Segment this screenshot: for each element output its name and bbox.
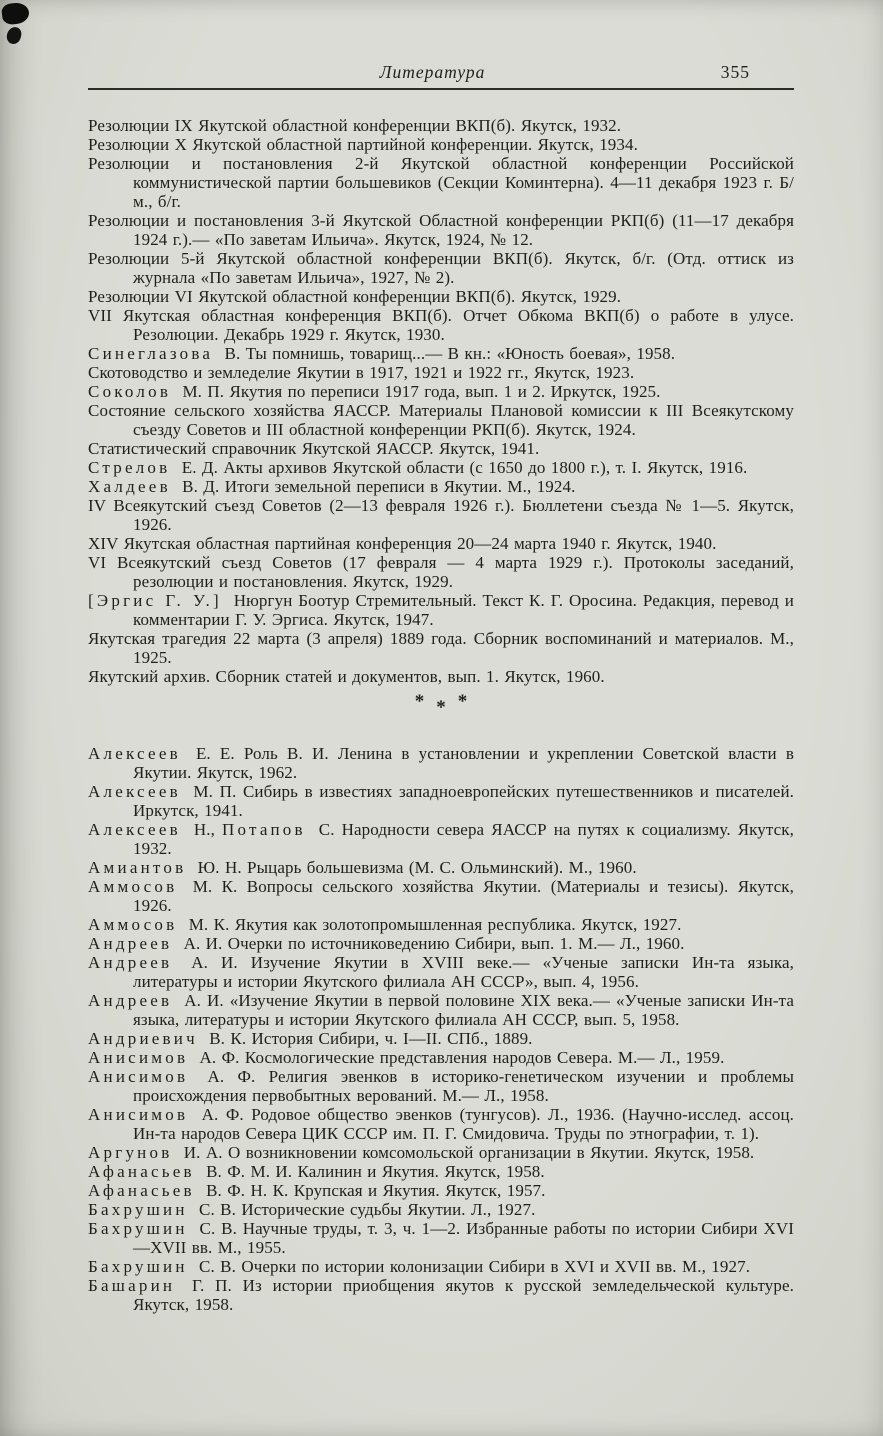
bib-entry: Бахрушин С. В. Научные труды, т. 3, ч. 1—2. Избранные работы по истории Сибири XVI—XVII вв. М., 1955. xyxy=(88,1219,794,1257)
bib-entry: Статистический справочник Якутской ЯАССР. Якутск, 1941. xyxy=(88,439,540,458)
bib-entry: IV Всеякутский съезд Советов (2—13 февраля 1926 г.). Бюллетени съезда № 1—5. Якутск, 1926. xyxy=(88,496,794,534)
author-name: Башарин xyxy=(88,1276,176,1295)
bib-entry: Халдеев В. Д. Итоги земельной переписи в Якутии. М., 1924. xyxy=(88,477,576,496)
bib-entry: Андреев А. И. Изучение Якутии в XVIII веке.— «Ученые записки Ин-та языка, литературы и истории Якутского филиала АН СССР», вып. 4, 1956. xyxy=(88,953,794,991)
bib-entry: Аргунов И. А. О возникновении комсомольской организации в Якутии. Якутск, 1958. xyxy=(88,1143,755,1162)
author-name: Бахрушин xyxy=(88,1257,188,1276)
author-name: Соколов xyxy=(88,382,172,401)
bib-entry: Алексеев Е. Е. Роль В. И. Ленина в установлении и укреплении Советской власти в Якутии. Якутск, 1962. xyxy=(88,744,794,782)
bib-entry: Андриевич В. К. История Сибири, ч. I—II. СПб., 1889. xyxy=(88,1029,533,1048)
running-title: Литература xyxy=(379,62,486,82)
bib-entry: Афанасьев В. Ф. М. И. Калинин и Якутия. Якутск, 1958. xyxy=(88,1162,545,1181)
bib-entry: Соколов М. П. Якутия по переписи 1917 года, вып. 1 и 2. Иркутск, 1925. xyxy=(88,382,661,401)
bib-entry: Башарин Г. П. Из истории приобщения якутов к русской земледельческой культуре. Якутск, 1958. xyxy=(88,1276,794,1314)
asterisk-icon: * xyxy=(436,697,446,718)
author-name: Аргунов xyxy=(88,1143,173,1162)
author-name: Алексеев xyxy=(88,820,181,839)
author-name: Анисимов xyxy=(88,1048,189,1067)
bib-entry: Андреев А. И. «Изучение Якутии в первой половине XIX века.— «Ученые записки Ин-та языка, литературы и истории Якутского филиала АН СССР, вып. 5, 1958. xyxy=(88,991,794,1029)
bib-entry: Резолюции 5-й Якутской областной конференции ВКП(б). Якутск, б/г. (Отд. оттиск из журнала «По заветам Ильича», 1927, № 2). xyxy=(88,249,794,287)
author-name: Аммосов xyxy=(88,877,178,896)
section-separator xyxy=(88,691,794,721)
author-name: Амиантов xyxy=(88,858,187,877)
author-name: Алексеев xyxy=(88,744,181,763)
author-name: Синеглазова xyxy=(88,344,214,363)
author-name: Андриевич xyxy=(88,1029,198,1048)
bib-entry: Алексеев Н., Потапов С. Народности севера ЯАССР на путях к социализму. Якутск, 1932. xyxy=(88,820,794,858)
page-number: 355 xyxy=(720,62,750,82)
author-name: Потапов xyxy=(222,820,306,839)
author-name: Андреев xyxy=(88,991,173,1010)
page-header xyxy=(88,62,794,86)
author-name: Анисимов xyxy=(88,1067,189,1086)
bib-entry: Анисимов А. Ф. Космологические представления народов Севера. М.— Л., 1959. xyxy=(88,1048,725,1067)
bib-entry: Резолюции и постановления 3-й Якутской Областной конференции РКП(б) (11—17 декабря 1924 г.).— «По заветам Ильича». Якутск, 1924, № 12. xyxy=(88,211,794,249)
bib-entry: Стрелов Е. Д. Акты архивов Якутской области (с 1650 до 1800 г.), т. I. Якутск, 1916. xyxy=(88,458,748,477)
bib-entry: Амиантов Ю. Н. Рыцарь большевизма (М. С. Ольминский). М., 1960. xyxy=(88,858,637,877)
bib-entry: Аммосов М. К. Якутия как золотопромышленная республика. Якутск, 1927. xyxy=(88,915,682,934)
bib-entry: Анисимов А. Ф. Родовое общество эвенков (тунгусов). Л., 1936. (Научно-исслед. ассоц. Ин-та народов Севера ЦИК СССР им. П. Г. Смидовича. Труды по этнографии, т. 1). xyxy=(88,1105,794,1143)
bib-entry: Резолюции и постановления 2-й Якутской областной конференции Российской коммунистической партии большевиков (Секции Коминтерна). 4—11 декабря 1923 г. Б/м., б/г. xyxy=(88,154,794,211)
author-name: [Эргис Г. У.] xyxy=(88,591,222,610)
header-rule xyxy=(88,88,794,90)
bib-entry: Резолюции IX Якутской областной конференции ВКП(б). Якутск, 1932. xyxy=(88,116,622,135)
bib-entry: Якутская трагедия 22 марта (3 апреля) 1889 года. Сборник воспоминаний и материалов. М., 1925. xyxy=(88,629,794,667)
author-name: Бахрушин xyxy=(88,1200,188,1219)
asterisk-icon: * xyxy=(457,691,468,712)
author-name: Халдеев xyxy=(88,477,171,496)
bib-entry: Андреев А. И. Очерки по источниковедению Сибири, вып. 1. М.— Л., 1960. xyxy=(88,934,685,953)
scan-artifact-blob xyxy=(1,1,30,25)
bib-entry: Анисимов А. Ф. Религия эвенков в историко-генетическом изучении и проблемы происхождения первобытных верований. М.— Л., 1958. xyxy=(88,1067,794,1105)
bib-entry: XIV Якутская областная партийная конференция 20—24 марта 1940 г. Якутск, 1940. xyxy=(88,534,717,553)
author-name: Андреев xyxy=(88,953,173,972)
bib-entry: VI Всеякутский съезд Советов (17 февраля — 4 марта 1929 г.). Протоколы заседаний, резолюции и постановления. Якутск, 1929. xyxy=(88,553,794,591)
bib-entry: Афанасьев В. Ф. Н. К. Крупская и Якутия. Якутск, 1957. xyxy=(88,1181,546,1200)
bib-entry: Бахрушин С. В. Исторические судьбы Якутии. Л., 1927. xyxy=(88,1200,536,1219)
bibliography-section-2 xyxy=(88,744,794,1314)
author-name: Стрелов xyxy=(88,458,171,477)
bib-entry: Бахрушин С. В. Очерки по истории колонизации Сибири в XVI и XVII вв. М., 1927. xyxy=(88,1257,751,1276)
author-name: Афанасьев xyxy=(88,1181,195,1200)
bib-entry: Скотоводство и земледелие Якутии в 1917, 1921 и 1922 гг., Якутск, 1923. xyxy=(88,363,635,382)
bib-entry: Алексеев М. П. Сибирь в известиях западноевропейских путешественников и писателей. Иркутск, 1941. xyxy=(88,782,794,820)
bib-entry: Аммосов М. К. Вопросы сельского хозяйства Якутии. (Материалы и тезисы). Якутск, 1926. xyxy=(88,877,794,915)
author-name: Алексеев xyxy=(88,782,181,801)
bibliography-section-1 xyxy=(88,116,794,686)
asterisk-icon: * xyxy=(414,691,425,712)
bib-entry: VII Якутская областная конференция ВКП(б). Отчет Обкома ВКП(б) о работе в улусе. Резолюции. Декабрь 1929 г. Якутск, 1930. xyxy=(88,306,794,344)
scan-artifact-blob xyxy=(5,26,23,46)
bib-entry: Синеглазова В. Ты помнишь, товарищ...— В кн.: «Юность боевая», 1958. xyxy=(88,344,676,363)
bib-entry: Состояние сельского хозяйства ЯАССР. Материалы Плановой комиссии к III Всеякутскому съезду Советов и III областной конференции РКП(б). Якутск, 1924. xyxy=(88,401,794,439)
bib-entry: [Эргис Г. У.] Нюргун Боотур Стремительный. Текст К. Г. Оросина. Редакция, перевод и комментарии Г. У. Эргиса. Якутск, 1947. xyxy=(88,591,794,629)
author-name: Аммосов xyxy=(88,915,178,934)
bib-entry: Резолюции X Якутской областной партийной конференции. Якутск, 1934. xyxy=(88,135,638,154)
author-name: Бахрушин xyxy=(88,1219,188,1238)
author-name: Андреев xyxy=(88,934,173,953)
bib-entry: Якутский архив. Сборник статей и документов, вып. 1. Якутск, 1960. xyxy=(88,667,605,686)
page-content xyxy=(88,62,794,1314)
author-name: Афанасьев xyxy=(88,1162,195,1181)
bib-entry: Резолюции VI Якутской областной конференции ВКП(б). Якутск, 1929. xyxy=(88,287,622,306)
author-name: Анисимов xyxy=(88,1105,189,1124)
